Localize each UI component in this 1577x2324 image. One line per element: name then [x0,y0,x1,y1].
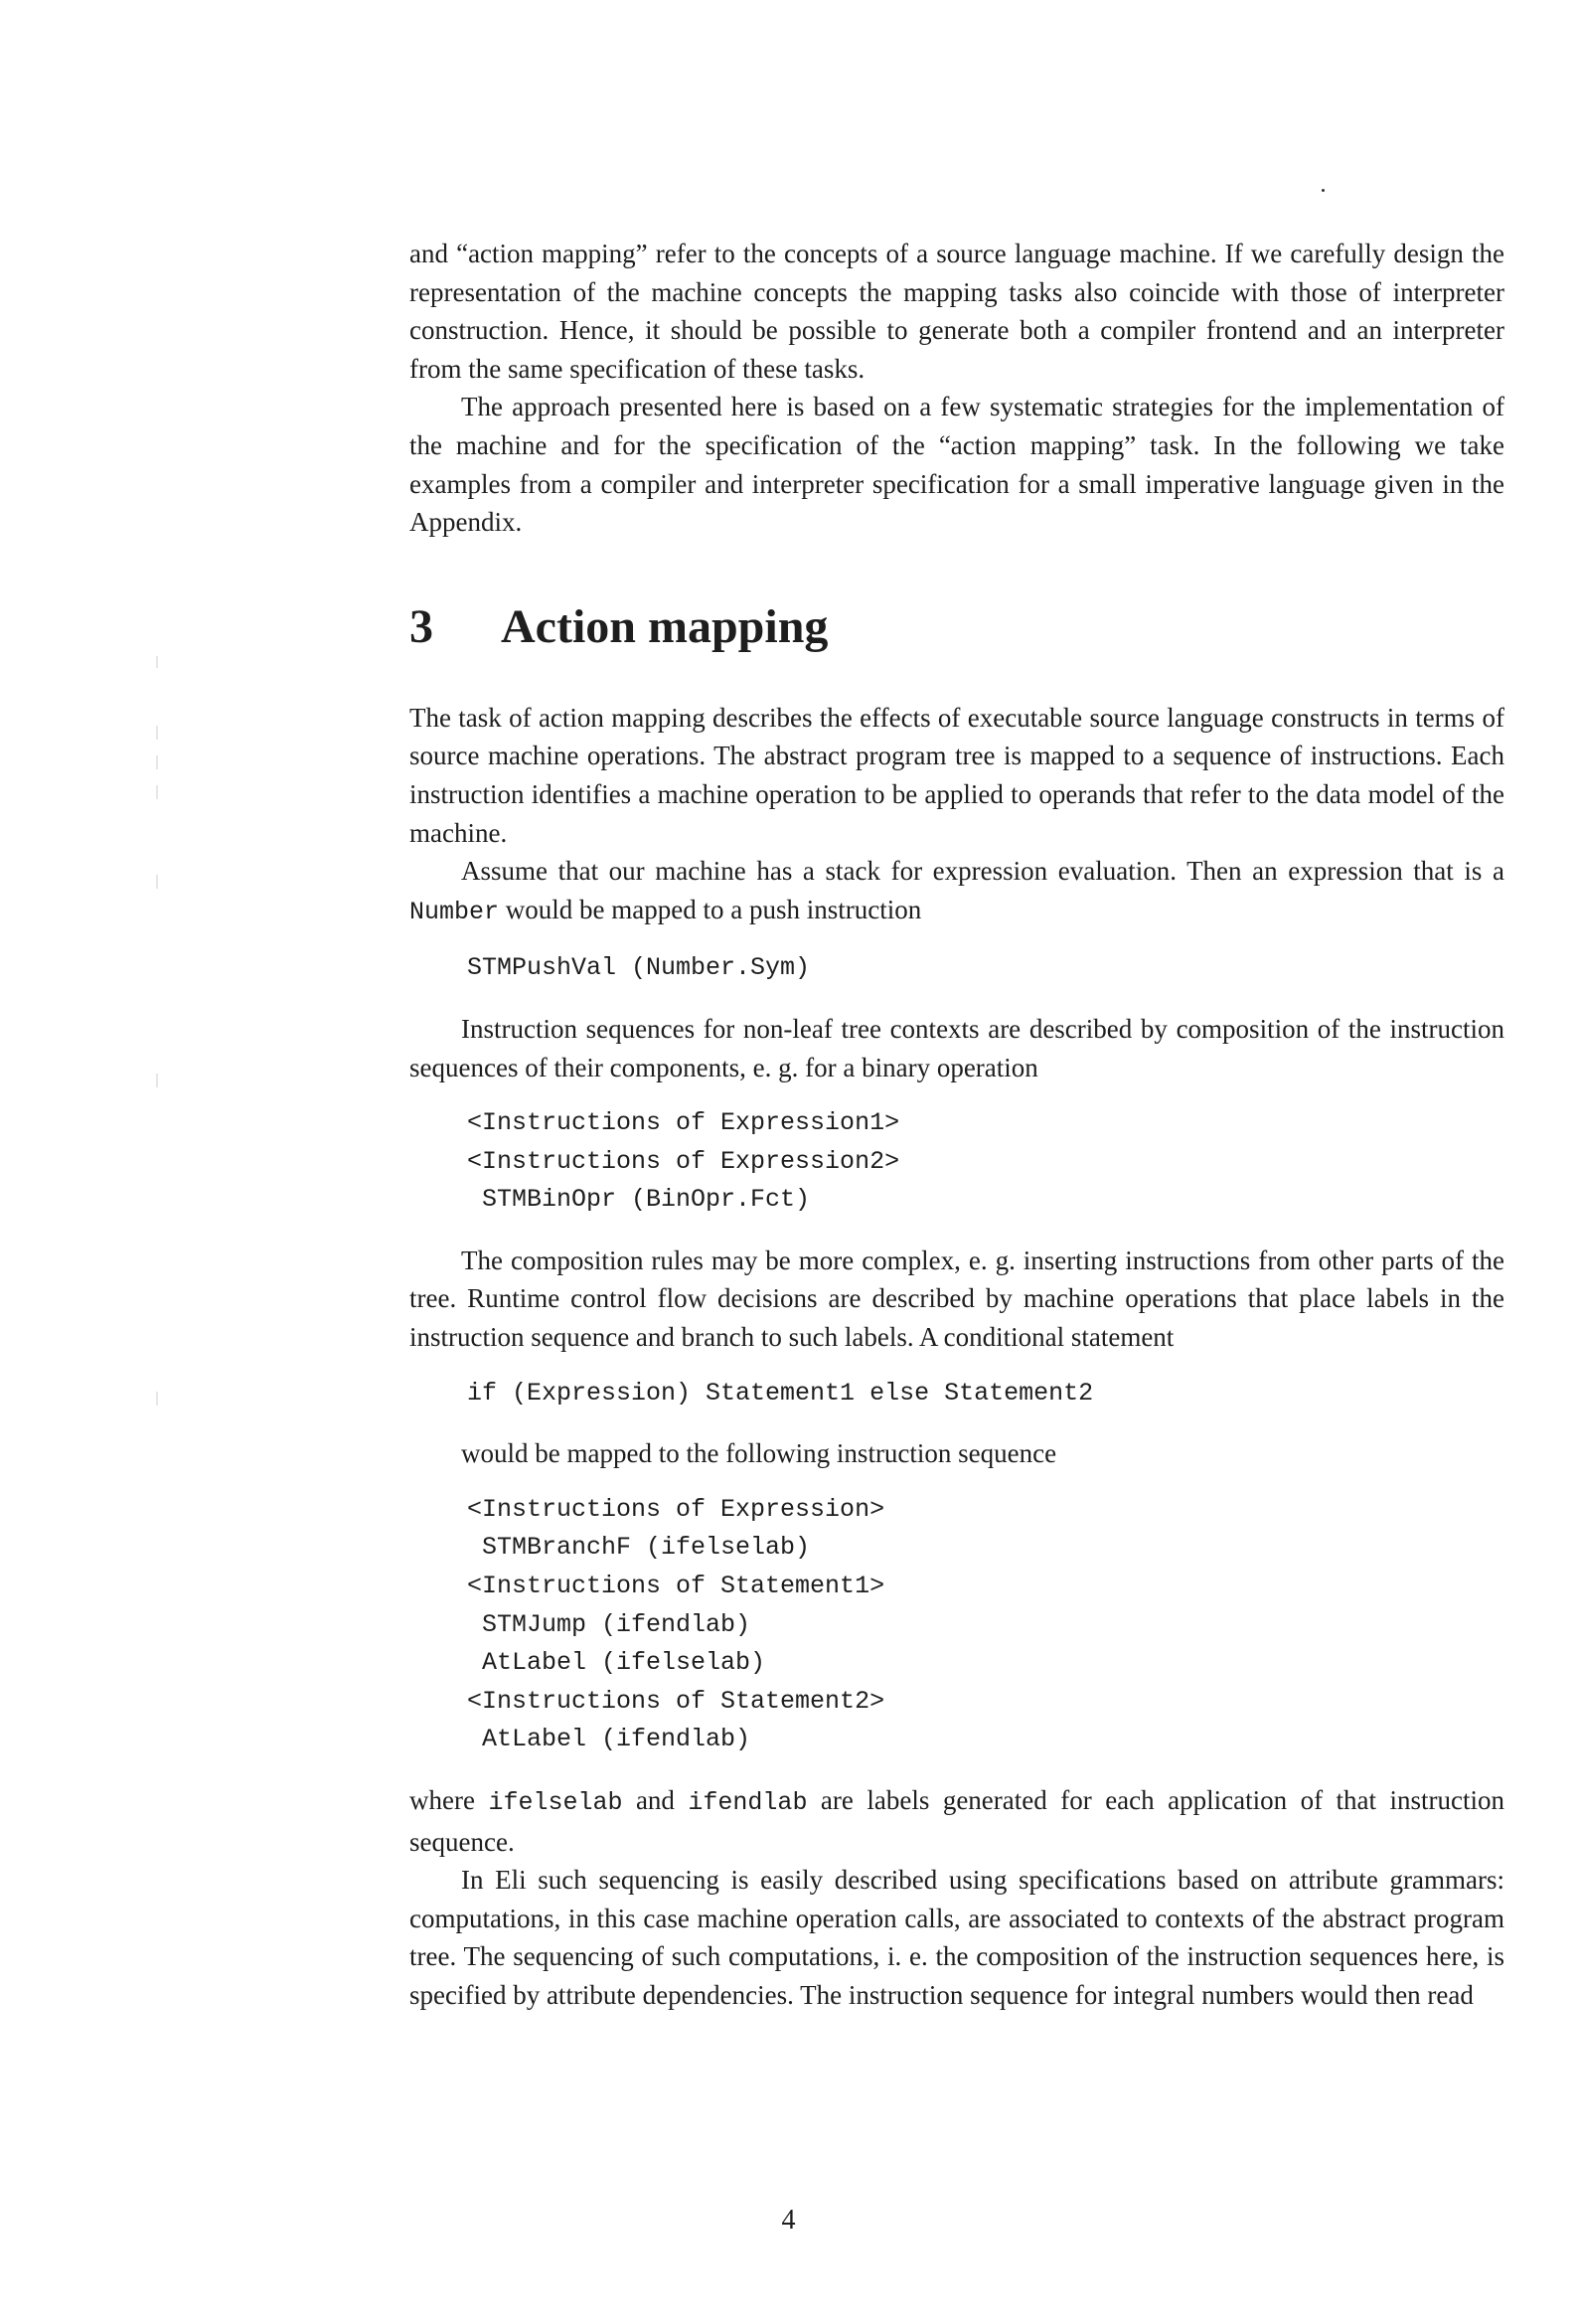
paragraph-approach: The approach presented here is based on a few systematic strategies for the implementation of the machine and for the specification of the “action mapping” task. In the following we take examples from a compiler and interpreter specification for a small imperative language given in the Appendix. [409,392,1504,538]
code-block-push [467,949,1504,988]
code-line: AtLabel (ifendlab) [467,1725,751,1754]
section-title: Action mapping [501,599,829,653]
paragraph-intro-continued: and “action mapping” refer to the concepts of a source language machine. If we carefully design the representation of the machine concepts the mapping tasks also coincide with those of interpreter construction. Hence, it should be possible to generate both a compiler frontend and an interpreter from the same specification of these tasks. [409,239,1504,384]
code-line: <Instructions of Expression2> [467,1146,900,1176]
section-number: 3 [409,599,433,653]
inline-code-number: Number [409,897,500,926]
code-line: STMBinOpr (BinOpr.Fct) [467,1185,811,1215]
code-line: STMJump (ifendlab) [467,1609,751,1639]
scan-margin-marks [156,656,158,1411]
scan-speck [1322,189,1325,192]
section-heading [409,597,1504,657]
code-line: <Instructions of Expression> [467,1494,885,1524]
code-block-if-sequence [467,1491,1504,1759]
text-segment: Assume that our machine has a stack for expression evaluation. Then an expression that is a [461,856,1504,887]
text-segment: where [409,1785,489,1815]
paragraph-composition: Instruction sequences for non-leaf tree contexts are described by composition of the instruction sequences of their components, e. g. for a binary operation [409,1013,1504,1082]
inline-code-ifendlab: ifendlab [688,1788,808,1817]
code-line: STMBranchF (ifelselab) [467,1533,811,1563]
inline-code-ifelselab: ifelselab [488,1788,623,1817]
code-line: <Instructions of Statement2> [467,1686,885,1716]
text-segment: are labels generated for each application of that instruction sequence. [409,1785,1504,1857]
text-segment: would be mapped to a push instruction [499,894,922,924]
code-block-binop [467,1104,1504,1220]
paragraph-control-flow: The composition rules may be more complex, e. g. inserting instructions from other parts of the tree. Runtime control flow decisions are described by machine operations that place labels in the instruction sequence and branch to such labels. A conditional statement [409,1245,1504,1353]
code-block-if-statement [467,1375,1504,1413]
paragraph-stack-assumption [409,852,1504,931]
paragraph-mapped-sequence: would be mapped to the following instruction sequence [461,1438,1057,1469]
paragraph-labels [409,1781,1504,1861]
text-segment: and [622,1785,689,1815]
code-line: if (Expression) Statement1 else Statement2 [467,1378,1094,1408]
code-line: AtLabel (ifelselab) [467,1648,766,1678]
paragraph-eli-sequencing: In Eli such sequencing is easily described using specifications based on attribute grammars: computations, in this case machine operation calls, are associated to contexts of the abstract program tree. The sequencing of such computations, i. e. the composition of the instruction sequences here, is specified by attribute dependencies. The instruction sequence for integral numbers would then read [409,1865,1504,2010]
code-line: STMPushVal (Number.Sym) [467,953,811,983]
paragraph-action-mapping: The task of action mapping describes the effects of executable source language constructs in terms of source machine operations. The abstract program tree is mapped to a sequence of instructions. Each instruction identifies a machine operation to be applied to operands that refer to the data model of the machine. [409,702,1504,848]
code-line: <Instructions of Statement1> [467,1572,885,1601]
code-line: <Instructions of Expression1> [467,1108,900,1138]
page-number: 4 [781,2205,796,2236]
paper-page [409,235,1504,2015]
